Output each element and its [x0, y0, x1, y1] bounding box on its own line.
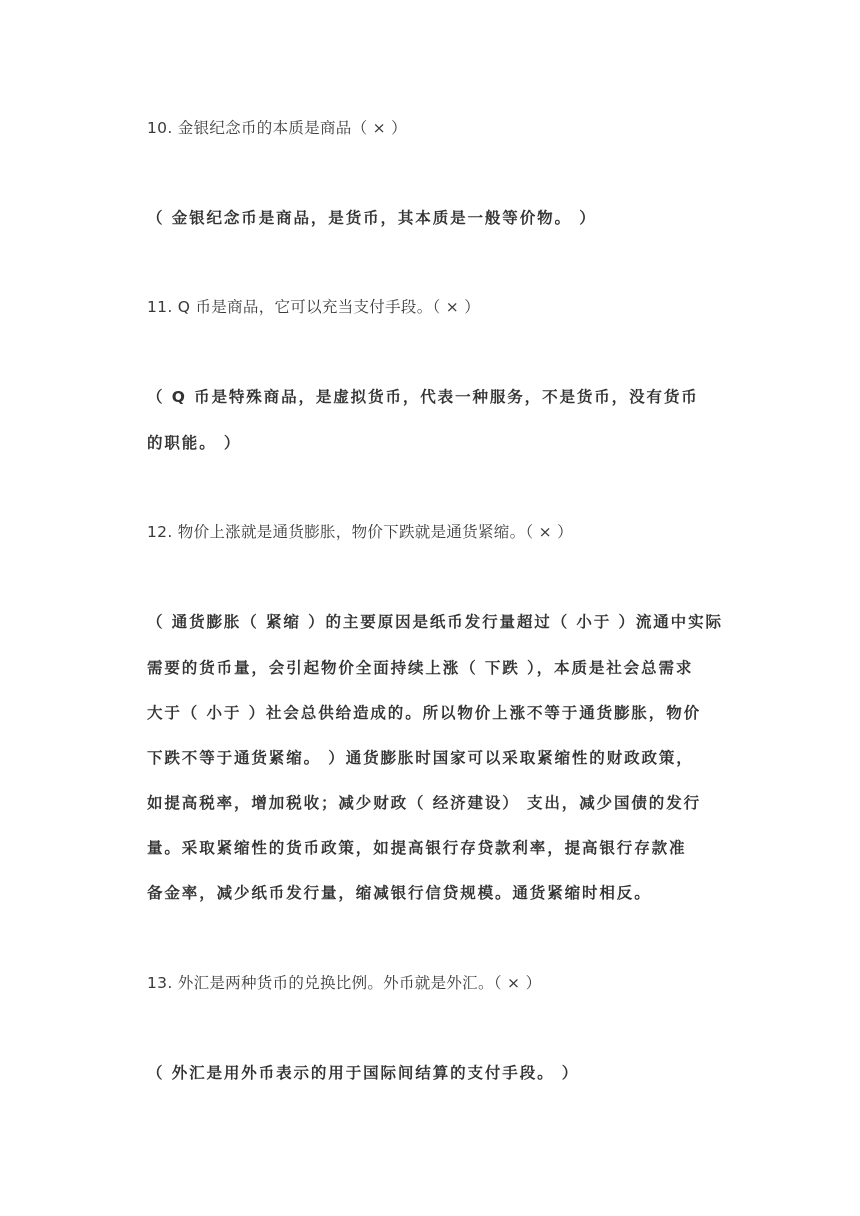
answer-13: （ 外汇是用外币表示的用于国际间结算的支付手段。 ） — [147, 1064, 580, 1082]
question-13: 13. 外汇是两种货币的兑换比例。外币就是外汇。（ × ） — [147, 974, 542, 992]
answer-10: （ 金银纪念币是商品，是货币，其本质是一般等价物。 ） — [147, 209, 597, 227]
question-10: 10. 金银纪念币的本质是商品（ × ） — [147, 119, 407, 137]
answer-12-line-5: 如提高税率，增加税收；减少财政（ 经济建设） 支出，减少国债的发行 — [147, 794, 701, 812]
answer-11-line-2: 的职能。 ） — [147, 434, 242, 452]
answer-12-line-6: 量。采取紧缩性的货币政策，如提高银行存贷款利率，提高银行存款准 — [147, 839, 687, 857]
answer-12-line-2: 需要的货币量，会引起物价全面持续上涨（ 下跌 ），本质是社会总需求 — [147, 659, 694, 677]
answer-12-line-1: （ 通货膨胀（ 紧缩 ）的主要原因是纸币发行量超过（ 小于 ）流通中实际 — [147, 613, 723, 631]
answer-11-line-1: （ Q 币是特殊商品，是虚拟货币，代表一种服务，不是货币，没有货币 — [147, 388, 699, 406]
answer-12-line-3: 大于（ 小于 ）社会总供给造成的。所以物价上涨不等于通货膨胀，物价 — [147, 704, 701, 722]
answer-12-line-4: 下跌不等于通货紧缩。 ）通货膨胀时国家可以采取紧缩性的财政政策， — [147, 749, 694, 767]
answer-12-line-7: 备金率，减少纸币发行量，缩减银行信贷规模。通货紧缩时相反。 — [147, 884, 652, 902]
question-12: 12. 物价上涨就是通货膨胀，物价下跌就是通货紧缩。（ × ） — [147, 523, 573, 541]
question-11: 11. Q 币是商品，它可以充当支付手段。（ × ） — [147, 298, 481, 316]
